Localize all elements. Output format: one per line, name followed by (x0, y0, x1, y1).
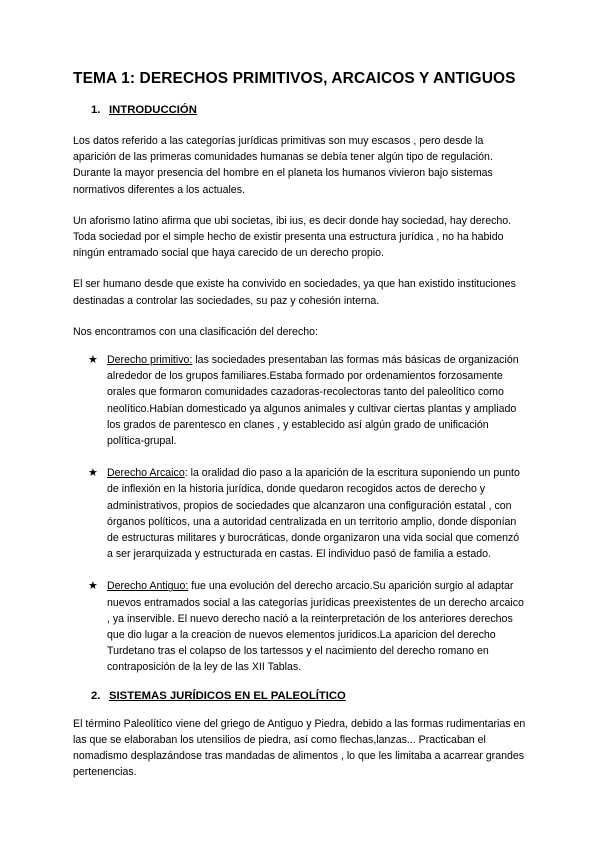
section-title: INTRODUCCIÓN (109, 104, 197, 116)
document-title: TEMA 1: DERECHOS PRIMITIVOS, ARCAICOS Y ANTIGUOS (73, 70, 516, 87)
intro-paragraph-1: Los datos referido a las categorías jurídicas primitivas son muy escasos , pero desde la aparición de las primeras comunidades humanas se debía tener algún tipo de regulación. Durante la mayor presencia del hombre en el planeta los humanos vivieron bajo sistemas normativos diferentes a los actuales. (73, 135, 493, 196)
definition-derecho-arcaico: : la oralidad dio paso a la aparición de la escritura suponiendo un punto de inflexión en la historia jurídica, donde quedaron recogidos actos de derecho y administrativos, propios de sociedades que alcanzaron una configuración estatal , con órganos políticos, una a autoridad centralizada en un territorio amplio, donde disponían de estructuras militares y burocráticas, donde organizaron una vida social que comenzó a ser jerarquizada y estructurada en castas. El individuo pasó de familia a estado. (107, 467, 520, 561)
list-item-derecho-primitivo (73, 352, 526, 449)
term-derecho-arcaico: Derecho Arcaico (107, 467, 185, 480)
classification-list (73, 352, 526, 676)
definition-derecho-antiguo: fue una evolución del derecho arcacio.Su aparición surgio al adaptar nuevos entramados social a las categorías jurídicas preexistentes de un derecho arcaico , ya inservible. El nuevo derecho nació a la reinterpretación de los anteriores derechos que dio lugar a la creacion de nuevos elementos juridicos.La aparicion del derecho Turdetano tras el colapso de los tartessos y el nacimiento del derecho romano en contraposición de la ley de las XII Tablas. (107, 580, 524, 674)
paleolitico-paragraph-1: El término Paleolítico viene del griego de Antiguo y Piedra, debido a las formas rudimentarias en las que se elaboraban los utensilios de piedra, así como flechas,lanzas... Practicaban el nomadismo desplazándose tras mandadas de alimentos , lo que les limitaba a acarrear grandes pertenencias. (73, 717, 526, 779)
term-derecho-antiguo: Derecho Antiguo: (107, 580, 189, 593)
section-title: SISTEMAS JURÍDICOS EN EL PALEOLÍTICO (109, 689, 346, 702)
section-number: 2. (91, 689, 101, 702)
document-page (73, 70, 526, 781)
section-number: 1. (91, 104, 101, 116)
intro-paragraph-3: El ser humano desde que existe ha convivido en sociedades, ya que han existido instituciones destinadas a controlar las sociedades, su paz y cohesión interna. (73, 278, 516, 307)
star-bullet-icon: ★ (88, 354, 98, 367)
intro-paragraph-2: Un aforismo latino afirma que ubi societas, ibi ius, es decir donde hay sociedad, hay derecho. Toda sociedad por el simple hecho de existir presenta una estructura jurídica , no ha habido ningún entramado social que haya carecido de un derecho propio. (73, 214, 512, 260)
star-bullet-icon: ★ (88, 467, 98, 480)
section-heading-introduccion (73, 104, 526, 116)
section-heading-sistemas-juridicos (73, 690, 526, 702)
definition-derecho-primitivo: las sociedades presentaban las formas más básicas de organización alrededor de los grupos familiares.Estaba formado por ordenamientos forzosamente orales que formaron comunidades cazadoras-recolectoras tanto del paleolítico como neolítico.Habían domesticado ya algunos animales y cultivar ciertas plantas y ampliado los grados de parentesco en clanes , y establecido así algún grado de unificación política-grupal. (107, 354, 519, 448)
term-derecho-primitivo: Derecho primitivo: (107, 354, 193, 367)
list-item-derecho-antiguo (73, 578, 526, 675)
list-item-derecho-arcaico (73, 465, 526, 562)
intro-paragraph-4: Nos encontramos con una clasificación del derecho: (73, 325, 318, 338)
star-bullet-icon: ★ (88, 580, 98, 593)
